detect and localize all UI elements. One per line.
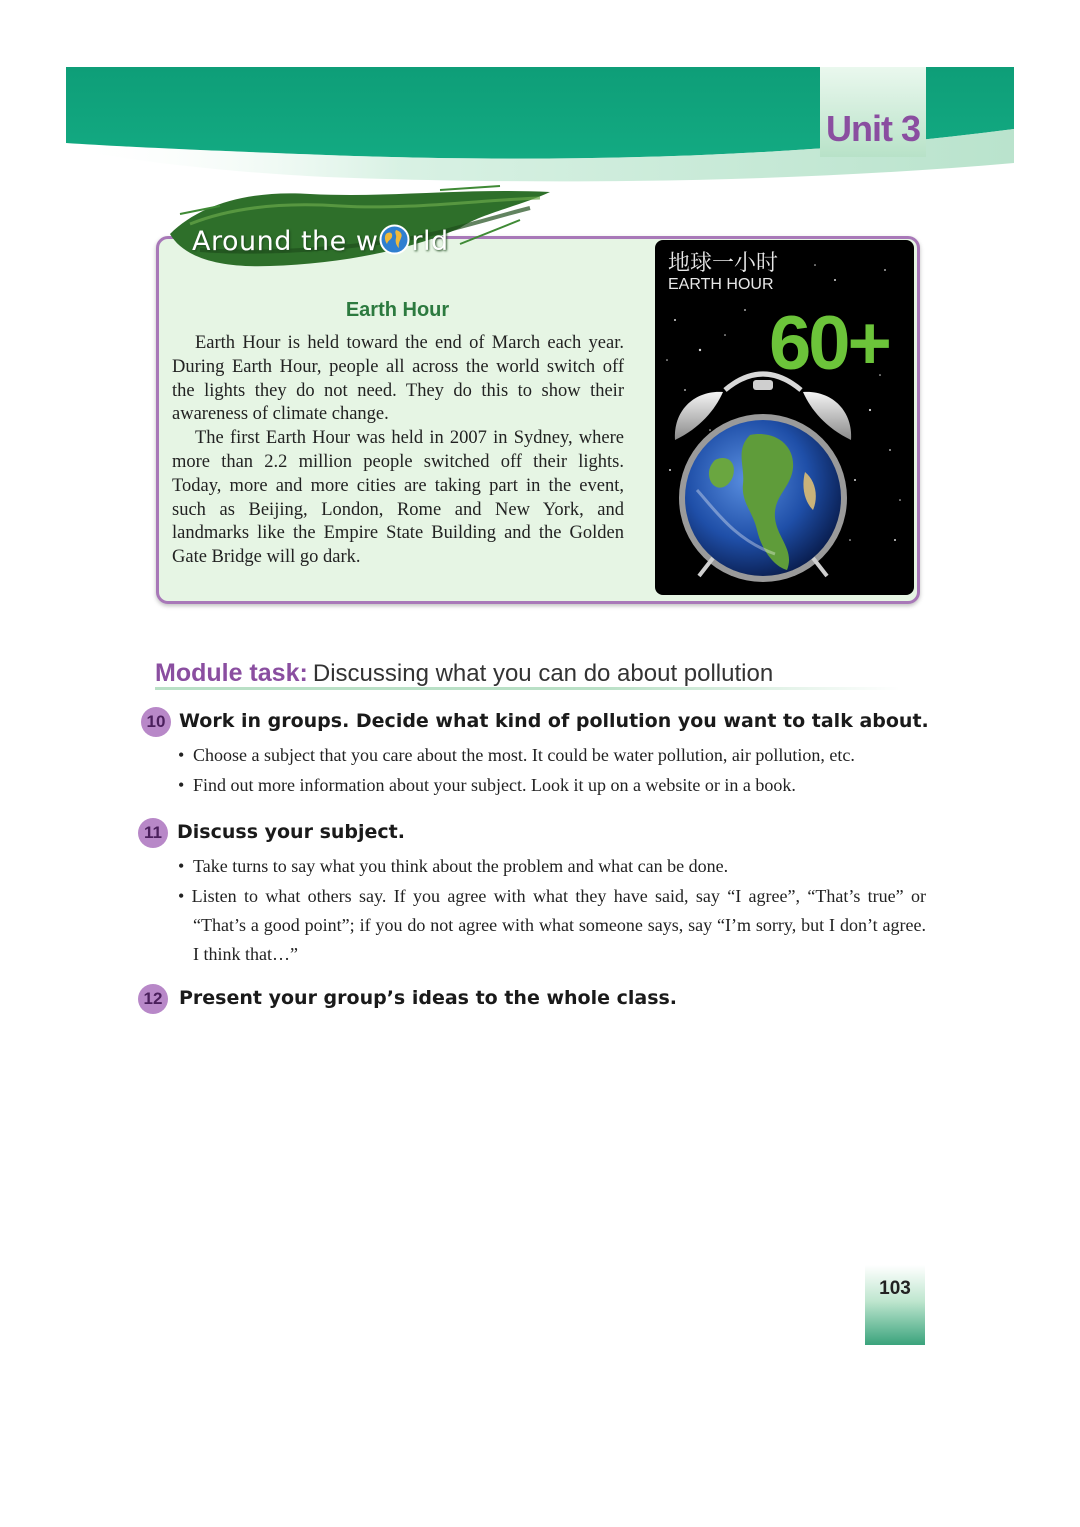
task-number-badge: 10 <box>141 707 171 737</box>
task-bullet-text: Find out more information about your subject. Look it up on a website or in a book. <box>193 775 796 795</box>
bullet-dot: • <box>178 856 185 876</box>
task-bullet <box>178 745 926 766</box>
poster-title-cn: 地球一小时 <box>668 251 779 276</box>
article-title: Earth Hour <box>345 299 450 321</box>
module-task-text: Discussing what you can do about pollution <box>312 660 774 687</box>
around-the-world-label <box>192 224 449 257</box>
task-number-badge: 11 <box>138 818 168 848</box>
poster-title-en: EARTH HOUR <box>668 276 774 293</box>
page-number-tab <box>865 1265 925 1345</box>
bullet-dot: • <box>178 886 192 906</box>
module-task-heading <box>155 659 773 688</box>
article-paragraph: The first Earth Hour was held in 2007 in Sydney, where more than 2.2 million people switched off their lights. Today, more and more cities are taking part in the event, such as Beijing, London, Rome and New York, and landmarks like the Empire State Building and the Golden Gate Bridge will go dark. <box>172 428 624 568</box>
task-bullet-text: Take turns to say what you think about the problem and what can be done. <box>193 856 729 876</box>
task-bullet-text: Listen to what others say. If you agree with what they have said, say “I agree”, “That’s true” or “That’s a good point”; if you do not agree with what someone says, say “I’m sorry, but I don’t agree. I think that…” <box>191 886 926 964</box>
page-number: 103 <box>879 1278 911 1299</box>
article-body <box>172 332 624 570</box>
around-the-world-label-after: rld <box>411 226 449 257</box>
task-bullet <box>178 882 926 969</box>
earth-hour-poster <box>655 240 914 595</box>
task-number-badge: 12 <box>138 984 168 1014</box>
task-title: Present your group’s ideas to the whole class. <box>179 987 678 1009</box>
poster-number: 60+ <box>769 301 889 386</box>
task-bullet <box>178 775 926 796</box>
module-task-label: Module task: <box>155 659 308 687</box>
task-title: Discuss your subject. <box>177 821 405 843</box>
task-title: Work in groups. Decide what kind of pollution you want to talk about. <box>179 710 929 732</box>
bullet-dot: • <box>178 775 185 795</box>
task-bullet <box>178 856 926 877</box>
bullet-dot: • <box>178 745 185 765</box>
around-the-world-label-before: Around the w <box>192 226 379 257</box>
globe-icon <box>379 224 410 255</box>
module-task-divider <box>155 687 900 690</box>
unit-label: Unit 3 <box>825 108 920 149</box>
task-bullet-text: Choose a subject that you care about the most. It could be water pollution, air pollution, etc. <box>193 745 855 765</box>
article-paragraph: Earth Hour is held toward the end of March each year. During Earth Hour, people all across the world switch off the lights they do not need. They do this to show their awareness of climate change. <box>172 333 624 425</box>
